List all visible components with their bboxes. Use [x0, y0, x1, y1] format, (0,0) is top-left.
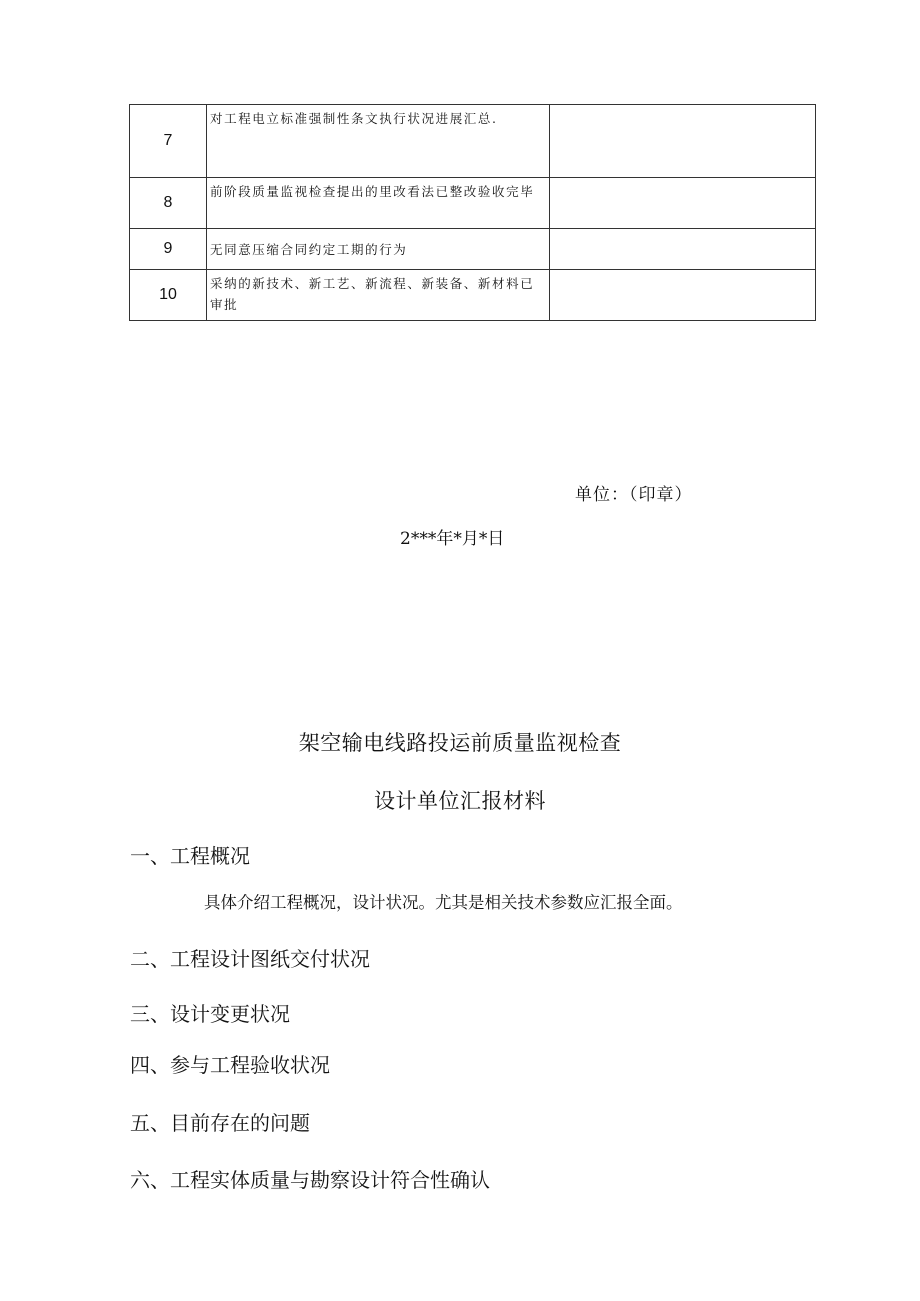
row-item: 对工程电立标准强制性条文执行状况进展汇总. — [207, 105, 550, 178]
section-heading-overview: 一、工程概况 — [130, 844, 250, 868]
row-note — [550, 229, 816, 270]
row-number: 10 — [130, 270, 207, 321]
section-heading-drawings: 二、工程设计图纸交付状况 — [130, 947, 370, 971]
report-title: 架空输电线路投运前质量监视检查 — [298, 731, 622, 755]
section-heading-issues: 五、目前存在的问题 — [130, 1111, 310, 1135]
table-row — [130, 178, 816, 229]
row-note — [550, 178, 816, 229]
report-subtitle: 设计单位汇报材料 — [374, 789, 546, 813]
table-row — [130, 229, 816, 270]
row-note — [550, 270, 816, 321]
signature-date: 2***年*月*日 — [400, 529, 505, 549]
row-item: 无同意压缩合同约定工期的行为 — [207, 229, 550, 270]
checklist-table — [129, 104, 816, 321]
row-item: 前阶段质量监视检查提出的里改看法已整改验收完毕 — [207, 178, 550, 229]
section-heading-acceptance: 四、参与工程验收状况 — [130, 1053, 330, 1077]
row-number: 9 — [130, 229, 207, 270]
section-heading-conformity: 六、工程实体质量与勘察设计符合性确认 — [130, 1168, 490, 1192]
row-note — [550, 105, 816, 178]
table-row — [130, 105, 816, 178]
table-row — [130, 270, 816, 321]
row-number: 8 — [130, 178, 207, 229]
row-item: 采纳的新技术、新工艺、新流程、新装备、新材料已审批 — [207, 270, 550, 321]
unit-seal-label: 单位：（印章） — [575, 485, 693, 505]
section-heading-design-changes: 三、设计变更状况 — [130, 1002, 290, 1026]
section-body-overview: 具体介绍工程概况，设计状况。尤其是相关技术参数应汇报全面。 — [204, 893, 683, 912]
row-number: 7 — [130, 105, 207, 178]
